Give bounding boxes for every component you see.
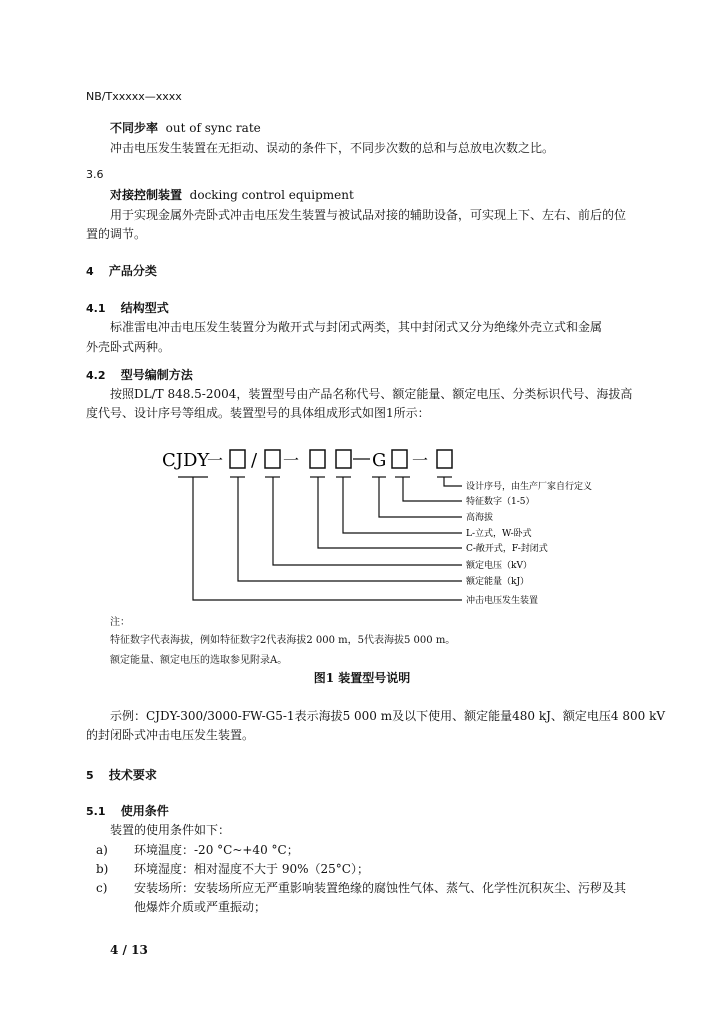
energy-box [230,450,245,468]
label-feature-number: 特征数字（1-5） [466,497,535,507]
section-heading: 4.2 型号编制方法 [86,368,193,382]
document-code: NB/Txxxxx—xxxx [86,90,182,103]
model-dash: 一 [283,451,300,470]
paragraph-line: 外壳卧式两种。 [86,340,171,354]
model-prefix: CJDY [162,450,210,471]
term-definition-line: 用于实现金属外壳卧式冲击电压发生装置与被试品对接的辅助设备，可实现上下、左右、前后的位 [110,208,627,222]
figure-caption: 图1 装置型号说明 [313,671,411,685]
orientation-box [336,450,351,468]
term-heading [110,119,261,136]
paragraph-line: 按照DL/T 848.5-2004，装置型号由产品名称代号、额定能量、额定电压、分类标识代号、海拔高 [110,387,633,401]
list-item-continuation: 他爆炸介质或严重振动； [134,900,267,914]
label-high-altitude: 高海拔 [466,513,494,523]
example-line: 的封闭卧式冲击电压发生装置。 [86,728,255,742]
term-title-cn: 对接控制装置 [110,188,183,202]
label-rated-energy: 额定能量（kJ） [466,577,530,587]
label-enclosure-type: C-敞开式，F-封闭式 [466,544,548,554]
label-design-serial: 设计序号，由生产厂家自行定义 [466,482,593,492]
term-definition-line: 置的调节。 [86,227,147,241]
list-item-text: 环境湿度：相对湿度不大于 90%（25°C）； [134,862,369,876]
term-definition: 冲击电压发生装置在无拒动、误动的条件下，不同步次数的总和与总放电次数之比。 [110,141,555,155]
term-title-en: out of sync rate [165,121,261,135]
label-orientation: L-立式，W-卧式 [466,529,532,539]
example-line: 示例：CJDY-300/3000-FW-G5-1表示海拔5 000 m及以下使用、额定能量480 kJ、额定电压4 800 kV [110,709,666,723]
list-item [96,879,626,896]
list-marker: a) [96,843,108,857]
list-item [96,841,299,858]
note-line: 特征数字代表海拔，例如特征数字2代表海拔2 000 m，5代表海拔5 000 m。 [110,635,456,646]
paragraph-line: 标准雷电冲击电压发生装置分为敞开式与封闭式两类，其中封闭式又分为绝缘外壳立式和金属 [110,320,603,334]
note-title: 注： [110,617,130,628]
model-dash: 一 [412,451,429,470]
list-marker: c) [96,881,108,895]
model-dash: 一 [207,451,224,470]
paragraph-line: 度代号、设计序号等组成。装置型号的具体组成形式如图1所示： [86,406,430,420]
section-heading: 4.1 结构型式 [86,301,169,315]
clause-number: 3.6 [86,168,104,181]
label-rated-voltage: 额定电压（kV） [466,561,532,571]
section-heading: 5.1 使用条件 [86,804,169,818]
list-item-text: 环境温度：-20 °C~+40 °C； [134,843,299,857]
design-serial-box [437,450,452,468]
feature-number-box [392,450,407,468]
page-number: 4 / 13 [110,943,148,957]
list-marker: b) [96,862,109,876]
section-heading: 4 产品分类 [86,264,157,278]
term-title-cn: 不同步率 [110,121,159,135]
model-diagram [0,440,724,615]
list-item-text: 安装场所：安装场所应无严重影响装置绝缘的腐蚀性气体、蒸气、化学性沉积灰尘、污秽及其 [134,881,627,895]
enclosure-type-box [310,450,325,468]
model-letter-g: G [372,450,387,471]
list-item [96,860,369,877]
voltage-box [265,450,280,468]
note-line: 额定能量、额定电压的选取参见附录A。 [110,655,288,666]
term-title-en: docking control equipment [189,188,354,202]
label-impulse-generator: 冲击电压发生装置 [466,596,539,606]
section-heading: 5 技术要求 [86,768,157,782]
term-heading [110,186,354,203]
model-slash: / [251,450,258,471]
paragraph-line: 装置的使用条件如下： [110,823,231,837]
